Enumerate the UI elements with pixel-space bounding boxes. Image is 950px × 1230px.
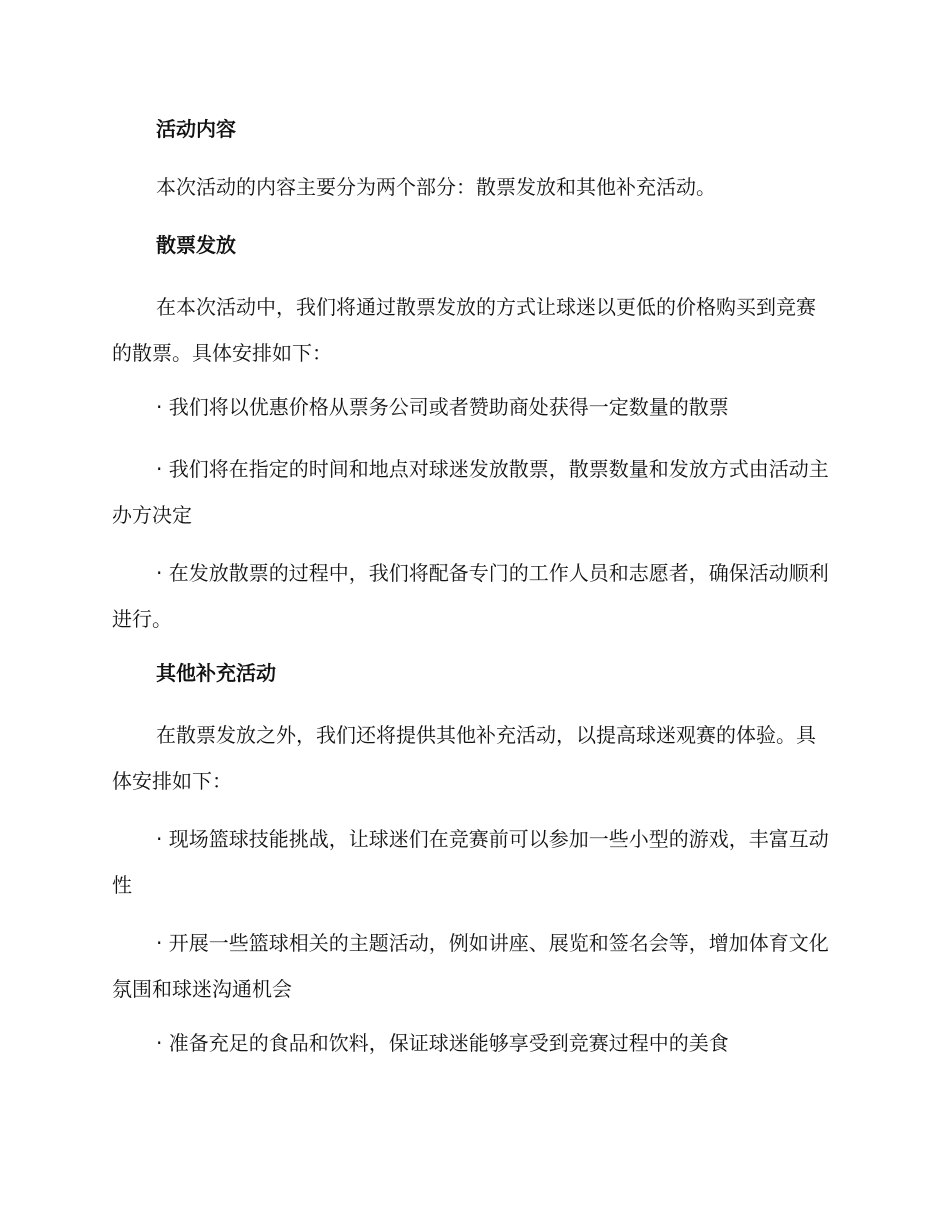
other-list-item: · 现场篮球技能挑战，让球迷们在竞赛前可以参加一些小型的游戏，丰富互动性 — [112, 827, 829, 897]
other-intro-paragraph: 在散票发放之外，我们还将提供其他补充活动，以提高球迷观赛的体验。具体安排如下： — [112, 723, 816, 793]
ticket-intro-paragraph: 在本次活动中，我们将通过散票发放的方式让球迷以更低的价格购买到竞赛的散票。具体安排如下： — [112, 295, 816, 365]
document-body — [112, 110, 832, 1082]
ticket-list-item: · 在发放散票的过程中，我们将配备专门的工作人员和志愿者，确保活动顺利进行。 — [112, 561, 829, 631]
section-heading-activity-content: 活动内容 — [156, 117, 236, 141]
intro-paragraph: 本次活动的内容主要分为两个部分：散票发放和其他补充活动。 — [156, 175, 716, 199]
ticket-list-item: · 我们将在指定的时间和地点对球迷发放散票，散票数量和发放方式由活动主办方决定 — [112, 457, 829, 527]
ticket-list-item: · 我们将以优惠价格从票务公司或者赞助商处获得一定数量的散票 — [156, 395, 729, 419]
section-heading-ticket-distribution: 散票发放 — [156, 233, 236, 257]
other-list-item: · 准备充足的食品和饮料，保证球迷能够享受到竞赛过程中的美食 — [156, 1031, 729, 1055]
section-heading-other-activities: 其他补充活动 — [156, 661, 276, 685]
other-list-item: · 开展一些篮球相关的主题活动，例如讲座、展览和签名会等，增加体育文化氛围和球迷沟通机会 — [112, 931, 829, 1001]
